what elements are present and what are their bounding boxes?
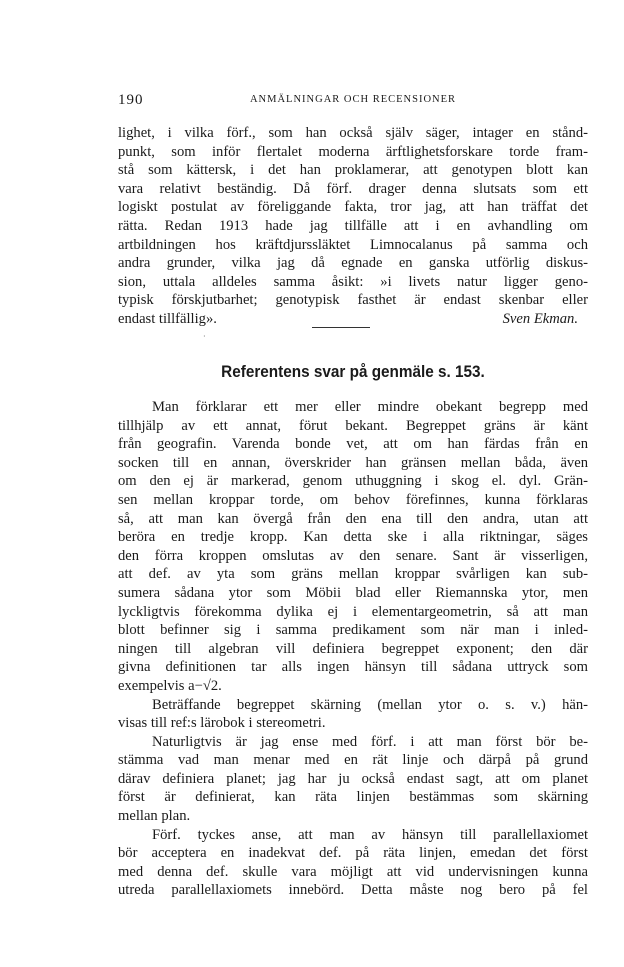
author-signature: Sven Ekman. <box>502 310 578 327</box>
text-line: utreda parallellaxiomets innebörd. Detta måste nog bero på fel <box>118 882 588 899</box>
page-number: 190 <box>118 92 144 108</box>
text-line: sion, uttala alldeles samma åsikt: »i livets natur ligger geno- <box>118 273 588 290</box>
text-line: med denna def. skulle vara möjligt att vid undervisningen kunna <box>118 863 588 880</box>
previous-article-end <box>118 124 588 329</box>
text-line: Man förklarar ett mer eller mindre obekant begrepp med <box>152 399 588 415</box>
text-line: tillhjälp av ett annat, förut bekant. Begreppet gräns är känt <box>118 417 588 434</box>
text-line: beröra en tredje kropp. Kan detta ske i alla riktningar, säges <box>118 529 588 546</box>
page-header <box>118 92 588 112</box>
running-head: ANMÄLNINGAR OCH RECENSIONER <box>249 94 457 105</box>
text-line: ningen till algebran vill definiera begreppet exponent; den där <box>118 640 588 657</box>
text-line: den förra kroppen omslutas av den senare. Sant är visserligen, <box>118 547 588 564</box>
print-speck: · <box>203 332 206 341</box>
text-line: rätta. Redan 1913 hade jag tillfälle att i en avhandling om <box>118 217 588 234</box>
text-line: Beträffande begreppet skärning (mellan ytor o. s. v.) hän- <box>152 696 588 713</box>
text-line: sen mellan kroppar torde, om behov förefinnes, kunna förklaras <box>118 491 588 508</box>
text-line: visas till ref:s lärobok i stereometri. <box>118 715 326 732</box>
text-line: först är definierat, kan räta linjen bestämmas som skärning <box>118 789 588 806</box>
text-line: från geografin. Varenda bonde vet, att om han färdas från en <box>118 436 588 453</box>
text-line: så, att man kan övergå från den ena till den andra, utan att <box>118 510 588 527</box>
text-line: om den ej är markerad, genom uthuggning i skog el. dyl. Grän- <box>118 473 588 490</box>
text-line: att def. av yta som gräns mellan kroppar svårligen kan sub- <box>118 566 588 583</box>
text-line: punkt, som inför flertalet moderna ärftlighetsforskare torde fram- <box>118 143 588 160</box>
text-line: sumera sådana ytor som Möbii blad eller Riemannska ytor, men <box>118 584 588 601</box>
text-line: blott befinner sig i samma predikament som när man i inled- <box>118 622 588 639</box>
text-line: vara relativt beständig. Då förf. drager denna slutsats som ett <box>118 180 588 197</box>
text-line: mellan plan. <box>118 808 191 825</box>
text-line: stämma vad man menar med en rät linje och därpå på grund <box>118 752 588 769</box>
text-line: exempelvis a−√2. <box>118 677 222 694</box>
section-divider <box>312 327 370 328</box>
text-line: bör acceptera en inadekvat def. på räta linjen, emedan det först <box>118 845 588 862</box>
text-line: lighet, i vilka förf., som han också själv säger, intager en stånd- <box>118 125 588 141</box>
text-line: givna definitionen tar alls ingen hänsyn till sådana uttryck som <box>118 659 588 676</box>
closing-text: endast tillfällig». <box>118 310 217 327</box>
text-line: Naturligtvis är jag ense med förf. i att man först bör be- <box>152 733 588 750</box>
reply-body <box>118 398 588 900</box>
text-line: lyckligtvis förekomma dylika ej i elementargeometrin, så att man <box>118 603 588 620</box>
text-line: socken till en annan, överskrider han gränsen mellan båda, även <box>118 454 588 471</box>
text-line: logiskt postulat av föreliggande fakta, tror jag, att han träffat det <box>118 199 588 216</box>
text-line: Förf. tyckes anse, att man av hänsyn till parallellaxiomet <box>152 826 588 843</box>
text-line: artbildningen hos kräftdjurssläktet Limnocalanus på samma och <box>118 236 588 253</box>
section-title: Referentens svar på genmäle s. 153. <box>221 362 485 381</box>
signature-line <box>118 310 588 329</box>
text-line: andra grunder, vilka jag då egnade en ganska utförlig diskus- <box>118 255 588 272</box>
text-line: typisk förskjutbarhet; genotypisk fasthet är endast skenbar eller <box>118 292 588 309</box>
text-line: stå som kättersk, i det han proklamerar, att genotypen blott kan <box>118 162 588 179</box>
text-line: därav definiera planet; jag har ju också endast sagt, att om planet <box>118 770 588 787</box>
